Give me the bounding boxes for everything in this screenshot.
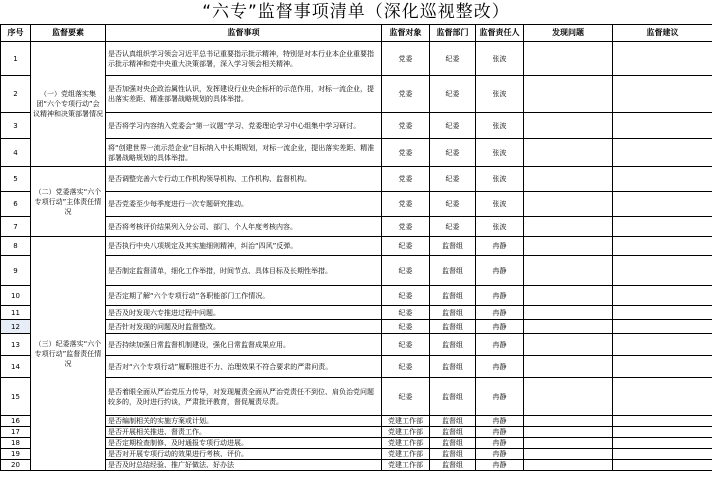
header-dept[interactable]: 监督部门 (430, 25, 476, 42)
target-cell[interactable]: 党建工作部 (382, 449, 430, 460)
item-cell[interactable]: 将“创建世界一流示范企业”目标纳入中长期规划，对标一流企业，提出落实差距、精准部署战略规划的具体举措。 (106, 139, 382, 167)
target-cell[interactable]: 党委 (382, 167, 430, 192)
item-cell[interactable]: 是否着眼全面从严治党压力传导，对发现履责全面从严治党责任不到位、肩负治党问题较多的，及时进行约谈，严肃批评教育，督促履责尽责。 (106, 378, 382, 416)
row-number-cell[interactable]: 2 (1, 76, 31, 113)
table-row (1, 378, 712, 416)
dept-cell[interactable]: 监督组 (430, 334, 476, 356)
owner-cell[interactable]: 冉静 (476, 286, 524, 306)
target-cell[interactable]: 党建工作部 (382, 416, 430, 427)
advice-cell[interactable] (613, 192, 712, 217)
table-row (1, 113, 712, 139)
owner-cell[interactable]: 张波 (476, 113, 524, 139)
issue-cell[interactable] (524, 460, 613, 471)
row-number-cell[interactable]: 5 (1, 167, 31, 192)
row-number-cell[interactable]: 10 (1, 286, 31, 306)
table-row (1, 192, 712, 217)
item-cell[interactable]: 是否及时总结经验、推广好做法、好办法 (106, 460, 382, 471)
dept-cell[interactable]: 监督组 (430, 306, 476, 320)
item-cell[interactable]: 是否定期检查制修、及时通报专项行动进展。 (106, 438, 382, 449)
item-cell[interactable]: 是否调整完善六专行动工作机构领导机构、工作机构、监督机构。 (106, 167, 382, 192)
advice-cell[interactable] (613, 449, 712, 460)
requirement-cell[interactable]: （二）党委落实“六个专项行动”主体责任情况 (31, 167, 106, 237)
advice-cell[interactable] (613, 139, 712, 167)
row-number-cell[interactable]: 15 (1, 378, 31, 416)
issue-cell[interactable] (524, 449, 613, 460)
target-cell[interactable]: 纪委 (382, 237, 430, 256)
owner-cell[interactable]: 冉静 (476, 256, 524, 286)
target-cell[interactable]: 纪委 (382, 334, 430, 356)
issue-cell[interactable] (524, 217, 613, 237)
header-req[interactable]: 监督要素 (31, 25, 106, 42)
advice-cell[interactable] (613, 167, 712, 192)
table-row (1, 438, 712, 449)
target-cell[interactable]: 纪委 (382, 286, 430, 306)
header-issue[interactable]: 发现问题 (524, 25, 613, 42)
issue-cell[interactable] (524, 378, 613, 416)
header-owner[interactable]: 监督责任人 (476, 25, 524, 42)
dept-cell[interactable]: 监督组 (430, 449, 476, 460)
owner-cell[interactable]: 冉静 (476, 306, 524, 320)
target-cell[interactable]: 党建工作部 (382, 427, 430, 438)
row-number-cell[interactable]: 4 (1, 139, 31, 167)
advice-cell[interactable] (613, 334, 712, 356)
target-cell[interactable]: 党委 (382, 192, 430, 217)
dept-cell[interactable]: 监督组 (430, 237, 476, 256)
target-cell[interactable]: 纪委 (382, 356, 430, 378)
row-number-cell[interactable]: 7 (1, 217, 31, 237)
target-cell[interactable]: 纪委 (382, 378, 430, 416)
owner-cell[interactable]: 张波 (476, 139, 524, 167)
issue-cell[interactable] (524, 139, 613, 167)
item-cell[interactable]: 是否定期了解“六个专项行动”各职能部门工作情况。 (106, 286, 382, 306)
table-row (1, 320, 712, 334)
dept-cell[interactable]: 纪委 (430, 139, 476, 167)
item-cell[interactable]: 是否认真组织学习领会习近平总书记重要指示批示精神，特别是对本行业本企业重要指示批示精神和党中央重大决策部署，深入学习领会相关精神。 (106, 42, 382, 76)
owner-cell[interactable]: 冉静 (476, 427, 524, 438)
target-cell[interactable]: 党建工作部 (382, 460, 430, 471)
item-cell[interactable]: 是否编制相关的实施方案或计划。 (106, 416, 382, 427)
advice-cell[interactable] (613, 217, 712, 237)
owner-cell[interactable]: 冉静 (476, 416, 524, 427)
table-row (1, 217, 712, 237)
dept-cell[interactable]: 监督组 (430, 356, 476, 378)
table-row (1, 416, 712, 427)
owner-cell[interactable]: 冉静 (476, 356, 524, 378)
dept-cell[interactable]: 监督组 (430, 416, 476, 427)
owner-cell[interactable]: 冉静 (476, 460, 524, 471)
header-no[interactable]: 序号 (1, 25, 31, 42)
item-cell[interactable]: 是否开展相关推进、督责工作。 (106, 427, 382, 438)
item-cell[interactable]: 是否对“六个专项行动”履职推进不力、治理效果不符合要求的严肃问责。 (106, 356, 382, 378)
advice-cell[interactable] (613, 378, 712, 416)
advice-cell[interactable] (613, 320, 712, 334)
advice-cell[interactable] (613, 76, 712, 113)
header-row (1, 25, 712, 42)
item-cell[interactable]: 是否党委至少每季度进行一次专题研究推动。 (106, 192, 382, 217)
item-cell[interactable]: 是否执行中央八项规定及其实施细则精神，纠治“四风”反弹。 (106, 237, 382, 256)
owner-cell[interactable]: 张波 (476, 167, 524, 192)
issue-cell[interactable] (524, 42, 613, 76)
row-number-cell[interactable]: 3 (1, 113, 31, 139)
table-row (1, 256, 712, 286)
dept-cell[interactable]: 监督组 (430, 438, 476, 449)
row-number-cell[interactable]: 9 (1, 256, 31, 286)
table-row (1, 306, 712, 320)
dept-cell[interactable]: 监督组 (430, 378, 476, 416)
header-target[interactable]: 监督对象 (382, 25, 430, 42)
issue-cell[interactable] (524, 306, 613, 320)
table-row (1, 427, 712, 438)
requirement-cell[interactable]: （一）党组落实集团“六个专项行动”会议精神和决策部署情况 (31, 42, 106, 167)
supervision-table (0, 24, 712, 471)
row-number-cell[interactable]: 17 (1, 427, 31, 438)
row-number-cell[interactable]: 18 (1, 438, 31, 449)
advice-cell[interactable] (613, 427, 712, 438)
row-number-cell[interactable]: 13 (1, 334, 31, 356)
target-cell[interactable]: 纪委 (382, 306, 430, 320)
target-cell[interactable]: 党建工作部 (382, 438, 430, 449)
header-item[interactable]: 监督事项 (106, 25, 382, 42)
table-row (1, 334, 712, 356)
table-row (1, 139, 712, 167)
advice-cell[interactable] (613, 42, 712, 76)
advice-cell[interactable] (613, 306, 712, 320)
advice-cell[interactable] (613, 286, 712, 306)
item-cell[interactable]: 是否针对发现的问题及时监督整改。 (106, 320, 382, 334)
target-cell[interactable]: 党委 (382, 42, 430, 76)
item-cell[interactable]: 是否对开展专项行动的效果进行考核、评价。 (106, 449, 382, 460)
issue-cell[interactable] (524, 167, 613, 192)
table-row (1, 356, 712, 378)
table-row (1, 460, 712, 471)
row-number-cell[interactable]: 20 (1, 460, 31, 471)
owner-cell[interactable]: 冉静 (476, 438, 524, 449)
advice-cell[interactable] (613, 356, 712, 378)
issue-cell[interactable] (524, 416, 613, 427)
advice-cell[interactable] (613, 416, 712, 427)
advice-cell[interactable] (613, 460, 712, 471)
target-cell[interactable]: 纪委 (382, 256, 430, 286)
owner-cell[interactable]: 冉静 (476, 449, 524, 460)
issue-cell[interactable] (524, 76, 613, 113)
table-row (1, 449, 712, 460)
row-number-cell[interactable]: 8 (1, 237, 31, 256)
target-cell[interactable]: 党委 (382, 76, 430, 113)
item-cell[interactable]: 是否加强对央企政治属性认识，发挥建设行业央企标杆的示范作用，对标一流企业，提出落实差距、精准部署战略规划的具体举措。 (106, 76, 382, 113)
owner-cell[interactable]: 张波 (476, 192, 524, 217)
table-row (1, 76, 712, 113)
row-number-cell[interactable]: 19 (1, 449, 31, 460)
issue-cell[interactable] (524, 356, 613, 378)
dept-cell[interactable]: 纪委 (430, 217, 476, 237)
dept-cell[interactable]: 监督组 (430, 427, 476, 438)
owner-cell[interactable]: 张波 (476, 217, 524, 237)
dept-cell[interactable]: 纪委 (430, 113, 476, 139)
advice-cell[interactable] (613, 438, 712, 449)
advice-cell[interactable] (613, 113, 712, 139)
dept-cell[interactable]: 监督组 (430, 286, 476, 306)
owner-cell[interactable]: 冉静 (476, 237, 524, 256)
advice-cell[interactable] (613, 237, 712, 256)
owner-cell[interactable]: 冉静 (476, 320, 524, 334)
dept-cell[interactable]: 纪委 (430, 42, 476, 76)
issue-cell[interactable] (524, 113, 613, 139)
owner-cell[interactable]: 张波 (476, 76, 524, 113)
row-number-cell[interactable]: 12 (1, 320, 31, 334)
item-cell[interactable]: 是否将学习内容纳入党委会“第一议题”学习、党委理论学习中心组集中学习研讨。 (106, 113, 382, 139)
table-row (1, 167, 712, 192)
header-advice[interactable]: 监督建议 (613, 25, 712, 42)
dept-cell[interactable]: 纪委 (430, 167, 476, 192)
target-cell[interactable]: 党委 (382, 113, 430, 139)
requirement-cell[interactable]: （三）纪委落实“六个专项行动”监督责任情况 (31, 237, 106, 471)
row-number-cell[interactable]: 1 (1, 42, 31, 76)
dept-cell[interactable]: 监督组 (430, 320, 476, 334)
target-cell[interactable]: 党委 (382, 139, 430, 167)
dept-cell[interactable]: 纪委 (430, 76, 476, 113)
dept-cell[interactable]: 监督组 (430, 460, 476, 471)
table-row (1, 237, 712, 256)
item-cell[interactable]: 是否将考核评价结果列入分公司、部门、个人年度考核内容。 (106, 217, 382, 237)
item-cell[interactable]: 是否持续加强日常监督机制建设，强化日常监督成果应用。 (106, 334, 382, 356)
owner-cell[interactable]: 冉静 (476, 334, 524, 356)
dept-cell[interactable]: 监督组 (430, 256, 476, 286)
item-cell[interactable]: 是否制定监督清单，细化工作举措，时间节点、具体目标及长期性举措。 (106, 256, 382, 286)
row-number-cell[interactable]: 14 (1, 356, 31, 378)
row-number-cell[interactable]: 11 (1, 306, 31, 320)
dept-cell[interactable]: 纪委 (430, 192, 476, 217)
issue-cell[interactable] (524, 286, 613, 306)
advice-cell[interactable] (613, 256, 712, 286)
issue-cell[interactable] (524, 192, 613, 217)
row-number-cell[interactable]: 16 (1, 416, 31, 427)
target-cell[interactable]: 党委 (382, 217, 430, 237)
row-number-cell[interactable]: 6 (1, 192, 31, 217)
issue-cell[interactable] (524, 237, 613, 256)
issue-cell[interactable] (524, 438, 613, 449)
target-cell[interactable]: 纪委 (382, 320, 430, 334)
owner-cell[interactable]: 冉静 (476, 378, 524, 416)
issue-cell[interactable] (524, 427, 613, 438)
issue-cell[interactable] (524, 320, 613, 334)
table-row (1, 286, 712, 306)
issue-cell[interactable] (524, 256, 613, 286)
item-cell[interactable]: 是否及时发现六专推进过程中问题。 (106, 306, 382, 320)
owner-cell[interactable]: 张波 (476, 42, 524, 76)
table-row (1, 42, 712, 76)
page-title: “六专”监督事项清单（深化巡视整改） (202, 2, 510, 22)
issue-cell[interactable] (524, 334, 613, 356)
